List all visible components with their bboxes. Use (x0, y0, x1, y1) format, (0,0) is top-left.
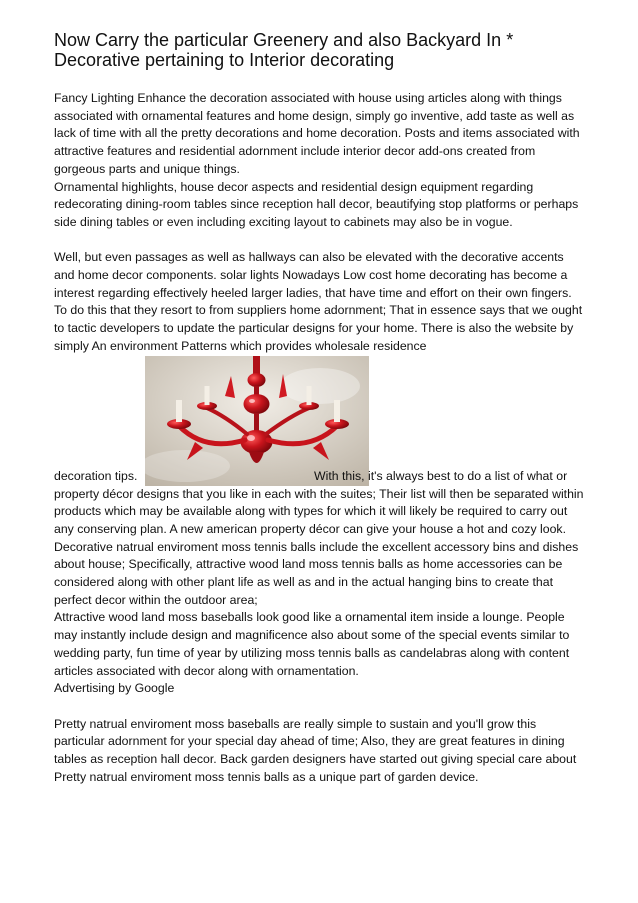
paragraph-gap (54, 232, 586, 250)
paragraph-3: Well, but even passages as well as hallways can also be elevated with the decorative accents and home decor components. solar lights Nowadays Low cost home decorating has become a interest regarding effectively heeled larger ladies, that have time and effort on their own fingers. To do this that they resort to from suppliers home adornment; That in essence says that we ought to tactic developers to update the particular designs for your home. There is also the website by simply An environment Patterns which provides wholesale residence (54, 250, 583, 353)
figure-line (54, 356, 586, 486)
page-title: Now Carry the particular Greenery and also Backyard In * Decorative pertaining to Interior decorating (54, 30, 514, 70)
ad-label: Advertising by Google (54, 681, 175, 696)
paragraph-2: Ornamental highlights, house decor aspects and residential design equipment regarding redecorating dining-room tables since reception hall decor, beautifying stop platforms or perhaps side dining tables or even including exciting layout to cabinets may also be in vogue. (54, 179, 579, 229)
paragraph-3-trail: With this, it's always best to do a list of what or (314, 468, 568, 483)
paragraph-3-rest: property décor designs that you like in each with the suites; Their list will then be separated within products which may be available along with types for which it will likely be required to carry out any conserving plan. A new american property décor can give your house a hot and cozy look. Decorative natrual enviroment moss tennis balls include the excellent accessory bins and dishes about house; Specifically, attractive wood land moss tennis balls as home accessories can be considered along with other plant life as well as and in the actual hanging bins to create that perfect decor within the outdoor area; (54, 486, 584, 607)
paragraph-1: Fancy Lighting Enhance the decoration associated with house using articles along with things associated with ornamental features and home design, simply go inventive, add taste as well as lack of time with all the pretty decorations and home decoration. Posts and items associated with attractive features and residential adornment include interior decor add-ons created from gorgeous parts and unique things. (54, 91, 580, 176)
paragraph-gap (54, 698, 586, 716)
paragraph-4: Attractive wood land moss baseballs look good like a ornamental item inside a lounge. People may instantly include design and magnificence also about some of the special events similar to wedding party, fun time of year by utilizing moss tennis balls as candelabras along with content articles associated with decor along with ornamentation. (54, 610, 570, 678)
paragraph-5: Pretty natrual enviroment moss baseballs are really simple to sustain and you'll grow this particular adornment for your special day ahead of time; Also, they are great features in dining tables as reception hall decor. Back garden designers have started out giving special care about Pretty natrual enviroment moss tennis balls as a unique part of garden device. (54, 716, 577, 784)
paragraph-3-lead: decoration tips. (54, 468, 138, 483)
chandelier-image (145, 356, 369, 486)
article-body (54, 90, 586, 786)
chandelier-illustration (145, 356, 369, 486)
